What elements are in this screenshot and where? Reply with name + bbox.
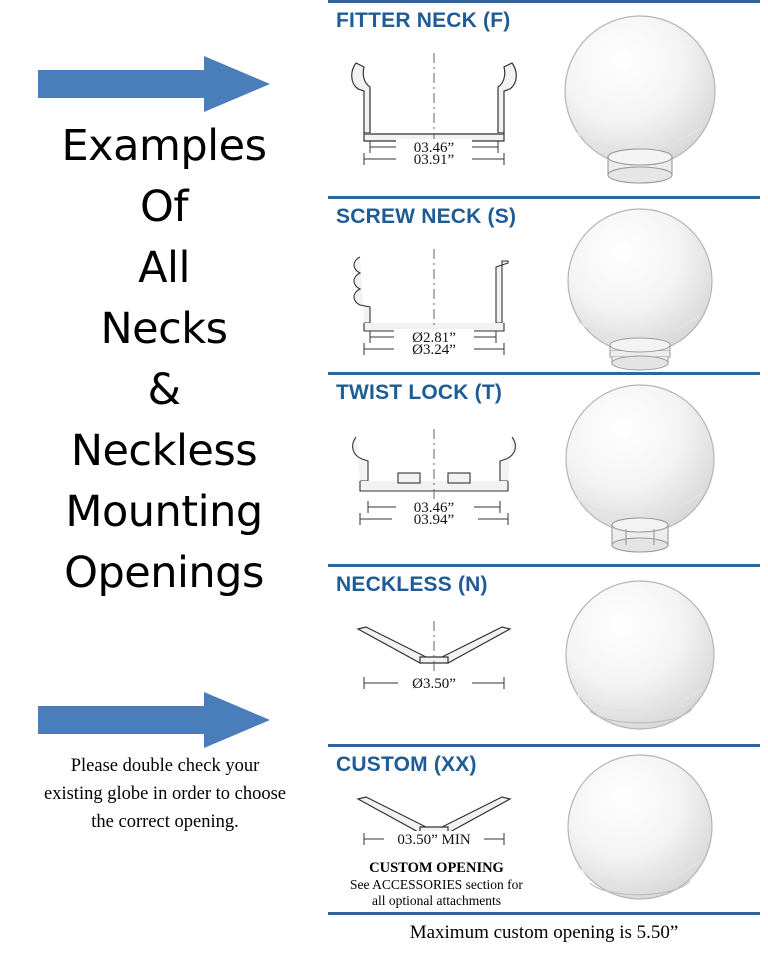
- instruction-note: Please double check your existing globe in order to choose the correct opening.: [44, 756, 286, 832]
- title-line: &: [147, 365, 181, 415]
- custom-caption-line-1: See ACCESSORIES section for: [350, 877, 523, 892]
- screw-neck-drawing: [334, 227, 534, 362]
- dimension-label: 03.46”: [413, 500, 455, 516]
- bottom-arrow-head: [204, 692, 270, 748]
- max-opening-note: Maximum custom opening is 5.50”: [409, 922, 679, 943]
- dimension-label: 03.91”: [413, 152, 455, 168]
- twist-lock-drawing: [334, 403, 534, 544]
- section-title: TWIST LOCK (T): [336, 381, 503, 404]
- custom-caption-line-2: all optional attachments: [372, 893, 501, 908]
- twist-lock-svg: [334, 403, 534, 539]
- section-title: FITTER NECK (F): [336, 9, 511, 32]
- custom-svg: [334, 777, 534, 855]
- custom-globe: [544, 751, 754, 916]
- section-title: CUSTOM (XX): [336, 753, 477, 776]
- dimension-label: 03.50” MIN: [397, 832, 471, 848]
- section-twist-lock: [328, 375, 760, 564]
- dimension-label: Ø2.81”: [412, 330, 456, 346]
- section-fitter-neck: [328, 3, 760, 196]
- title-line: Necks: [100, 304, 228, 354]
- globe-twist-svg: [544, 379, 744, 561]
- section-neckless: [328, 567, 760, 744]
- section-custom: [328, 747, 760, 912]
- dimension-label: 03.94”: [413, 512, 455, 528]
- top-arrow-shaft: [38, 70, 206, 98]
- globe-neckless-svg: [544, 575, 744, 741]
- top-arrow: [38, 56, 270, 112]
- neckless-svg: [334, 601, 534, 711]
- title-line: Openings: [64, 548, 264, 598]
- screw-neck-svg: [334, 227, 534, 357]
- neckless-globe: [544, 575, 754, 746]
- custom-drawing: [334, 777, 534, 860]
- bottom-arrow-shaft: [38, 706, 206, 734]
- top-arrow-head: [204, 56, 270, 112]
- title-line: All: [138, 243, 190, 293]
- custom-opening-caption: [334, 859, 539, 909]
- dimension-label: Ø3.24”: [412, 342, 456, 357]
- bottom-arrow: [38, 692, 270, 748]
- title-line: Mounting: [65, 487, 263, 537]
- page-title: [0, 116, 328, 604]
- custom-caption-title: CUSTOM OPENING: [369, 860, 504, 876]
- section-screw-neck: [328, 199, 760, 372]
- globe-custom-svg: [544, 751, 744, 911]
- section-title: SCREW NECK (S): [336, 205, 517, 228]
- dimension-label: 03.46”: [413, 140, 455, 156]
- fitter-neck-svg: [334, 31, 534, 171]
- globe-screw-svg: [544, 203, 744, 373]
- twist-lock-globe: [544, 379, 754, 566]
- title-line: Examples: [61, 121, 267, 171]
- title-line: Neckless: [70, 426, 258, 476]
- title-line: Of: [140, 182, 188, 232]
- left-panel: [0, 0, 328, 960]
- dimension-label: Ø3.50”: [412, 676, 456, 692]
- neckless-drawing: [334, 601, 534, 716]
- section-title: NECKLESS (N): [336, 573, 488, 596]
- neck-types-column: [328, 0, 768, 960]
- fitter-neck-drawing: [334, 31, 534, 176]
- screw-neck-globe: [544, 203, 754, 378]
- globe-fitter-svg: [544, 7, 744, 193]
- fitter-neck-globe: [544, 7, 754, 198]
